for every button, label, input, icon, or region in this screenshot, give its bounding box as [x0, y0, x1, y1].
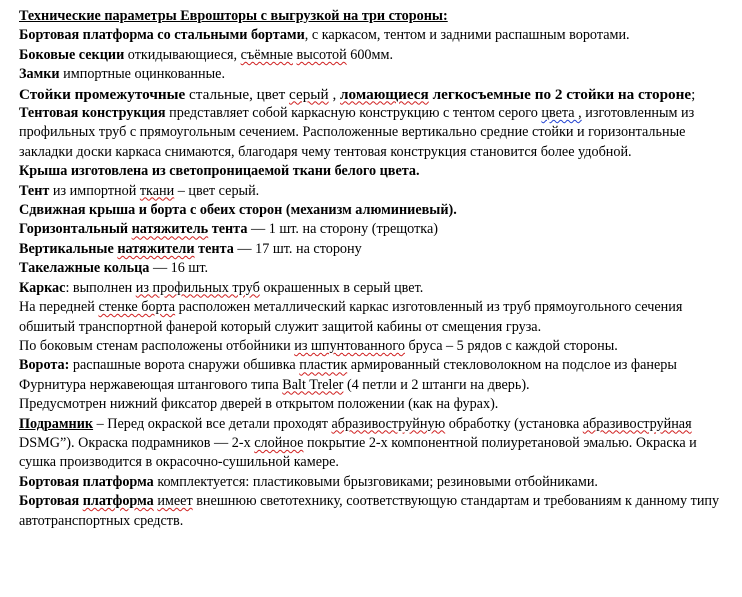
plain-text: На передней [19, 299, 99, 316]
plain-text: внешнюю светотехнику, соответствующую стандартам и требованиям к данному типу автотранспортных средств. [19, 493, 720, 529]
plain-text: расположен металлический каркас изготовленный из труб прямоугольного сечения обшитый транспортной фанерой который служит защитой кабины от смещения груза. [19, 299, 683, 335]
spellcheck-word: абразивоструйную [331, 415, 446, 432]
spellcheck-word: стенке борта [98, 299, 176, 316]
spellcheck-word: из шпунтованного [294, 337, 405, 354]
spellcheck-word: пластик [299, 357, 348, 374]
plain-text: изготовленным из профильных труб с прямоугольным сечением. Расположенные вертикально средние стойки и горизонтальные закладки доски каркаса снимаются, благодаря чему тентовая конструкция становится более удобной. [19, 105, 695, 160]
paragraph-side-sections [19, 46, 735, 65]
paragraph-horizontal-tensioner [19, 220, 735, 239]
spellcheck-word: имеет [157, 493, 193, 510]
bold-text: Каркас [19, 279, 66, 296]
plain-text: из импортной [49, 182, 140, 199]
paragraph-rigging-rings [19, 259, 735, 278]
spellcheck-word: серый [289, 85, 329, 103]
plain-text: Предусмотрен нижний фиксатор дверей в открытом положении (как на фурах). [19, 396, 499, 413]
plain-text: , [328, 85, 341, 103]
bold-text: Подрамник [19, 415, 94, 432]
plain-text: импортные оцинкованные. [59, 66, 225, 83]
paragraph-roof [19, 162, 735, 181]
plain-text: комплектуется: пластиковыми брызговиками; резиновыми отбойниками. [153, 473, 598, 490]
spellcheck-word: высотой [296, 46, 347, 63]
paragraph-platform-lights [19, 492, 735, 531]
bold-text: Тентовая конструкция [19, 105, 166, 122]
bold-text: Крыша изготовлена из светопроницаемой ткани белого цвета. [19, 163, 420, 180]
plain-text: бруса – 5 рядов с каждой стороны. [404, 337, 618, 354]
paragraph-frame [19, 279, 735, 298]
spellcheck-word: слойное [254, 434, 304, 451]
bold-text: Бортовая [19, 493, 83, 510]
plain-text: (4 петли и 2 штанги на дверь). [343, 376, 530, 393]
paragraph-locks [19, 65, 735, 84]
title-text: Технические параметры Еврошторы с выгрузкой на три стороны: [19, 8, 448, 24]
plain-text: — 16 шт. [149, 260, 209, 277]
paragraph-platform [19, 26, 735, 45]
bold-text: Сдвижная крыша и борта с обеих сторон (механизм алюминиевый). [19, 202, 457, 219]
bold-text: Боковые секции [19, 46, 125, 63]
paragraph-sliding-roof [19, 201, 735, 220]
bold-text: легкосъемные по 2 стойки на стороне [428, 85, 692, 103]
plain-text: – цвет серый. [174, 182, 260, 199]
plain-text: покрытие 2-х компонентной полиуретановой эмалью. Окраска и сушка производится в окрасочно-сушильной камере. [19, 434, 697, 471]
spellcheck-word: натяжители [117, 240, 195, 257]
plain-text: : выполнен [65, 279, 136, 296]
plain-text: обработку (установка [445, 415, 583, 432]
paragraph-front-wall [19, 298, 735, 337]
spellcheck-word: натяжитель [131, 221, 209, 238]
paragraph-platform-equipment [19, 473, 735, 492]
paragraph-subframe [19, 415, 735, 473]
bold-text: тента [208, 221, 248, 238]
plain-text: , с каркасом, тентом и задними распашным воротами. [304, 27, 630, 44]
spellcheck-word: ломающиеся [340, 85, 429, 103]
spellcheck-word: абразивоструйная [582, 415, 692, 432]
bold-text: Тент [19, 182, 50, 199]
plain-text: откидывающиеся, [124, 46, 241, 63]
plain-text: — 17 шт. на сторону [233, 240, 362, 257]
bold-text: Замки [19, 66, 60, 83]
spellcheck-word: цвета , [541, 105, 582, 122]
bold-text: Вертикальные [19, 240, 118, 257]
paragraph-gates [19, 356, 735, 395]
spellcheck-word: съёмные [240, 46, 293, 63]
plain-text: армированный стекловолокном на подслое из фанеры Фурнитура нержавеющая штангового типа [19, 357, 677, 393]
plain-text: DSMG”). Окраска подрамников — 2-х [19, 434, 255, 451]
spellcheck-word: из профильных труб [135, 279, 260, 296]
spellcheck-word: ткани [139, 182, 175, 199]
plain-text: — 1 шт. на сторону (трещотка) [247, 221, 438, 238]
spellcheck-word: платформа [82, 493, 154, 510]
plain-text: ; [691, 85, 696, 103]
plain-text: стальные, цвет [185, 85, 290, 103]
plain-text: распашные ворота снаружи обшивка [69, 357, 300, 374]
document-title [19, 7, 735, 26]
bold-text: Бортовая платформа [19, 473, 154, 490]
bold-text: Такелажные кольца [19, 260, 150, 277]
plain-text: окрашенных в серый цвет. [259, 279, 424, 296]
paragraph-posts [19, 85, 735, 104]
paragraph-tent-construction [19, 104, 735, 162]
spellcheck-word: Balt Treler [282, 376, 344, 393]
plain-text: – Перед окраской все детали проходят [93, 415, 332, 432]
bold-text: Бортовая платформа со стальными бортами [19, 27, 305, 44]
document-body [19, 7, 735, 531]
paragraph-vertical-tensioners [19, 240, 735, 259]
paragraph-door-lock [19, 395, 735, 414]
bold-text: Стойки промежуточные [19, 85, 186, 103]
paragraph-bumpers [19, 337, 735, 356]
bold-text: тента [194, 240, 234, 257]
bold-text: Горизонтальный [19, 221, 132, 238]
plain-text: представляет собой каркасную конструкцию с тентом серого [165, 105, 542, 122]
bold-text: Ворота: [19, 357, 70, 374]
paragraph-tent [19, 182, 735, 201]
plain-text: 600мм. [346, 46, 394, 63]
plain-text: По боковым стенам расположены отбойники [19, 337, 295, 354]
